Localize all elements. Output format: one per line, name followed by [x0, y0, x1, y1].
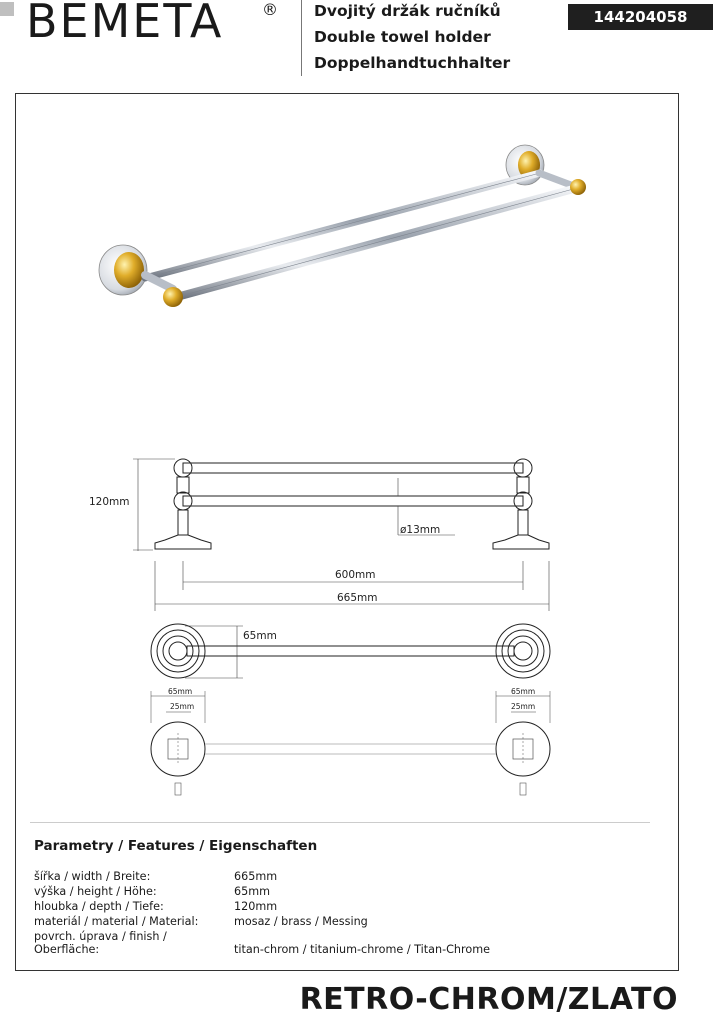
product-code-badge: 144204058 [568, 4, 713, 30]
feature-row-finish [34, 930, 490, 956]
product-drawings [15, 93, 679, 833]
feature-value: titan-chrom / titanium-chrome / Titan-Chrome [234, 943, 490, 956]
logo-text: BEMETA [26, 0, 224, 48]
feature-row-depth [34, 900, 277, 913]
front-view-drawing [155, 459, 549, 549]
dim-total-width-label: 665mm [337, 592, 378, 604]
brand-logo [0, 0, 290, 50]
feature-key: hloubka / depth / Tiefe: [34, 900, 164, 913]
dim-diameter-label: ø13mm [400, 524, 441, 536]
feature-row-height [34, 885, 270, 898]
feature-key: šířka / width / Breite: [34, 870, 151, 883]
feature-row-width [34, 870, 277, 883]
features-divider [30, 822, 650, 823]
feature-value: 665mm [234, 870, 278, 883]
feature-value: 120mm [234, 900, 278, 913]
top-view-drawing [151, 624, 550, 678]
depth-dimension [185, 626, 243, 678]
dim-screw-right-label: 25mm [511, 702, 536, 711]
title-en: Double towel holder [314, 28, 491, 46]
feature-key: povrch. úprava / finish / Oberfläche: [34, 930, 167, 956]
plate-dimensions [151, 691, 550, 723]
dim-screw-left-label: 25mm [170, 702, 195, 711]
features-title: Parametry / Features / Eigenschaften [34, 838, 318, 854]
feature-value: 65mm [234, 885, 271, 898]
feature-key: výška / height / Höhe: [34, 885, 157, 898]
registered-mark: ® [262, 0, 278, 19]
feature-row-material [34, 915, 368, 928]
feature-value: mosaz / brass / Messing [234, 915, 368, 928]
dim-inner-width-label: 600mm [335, 569, 376, 581]
feature-key: materiál / material / Material: [34, 915, 199, 928]
dim-depth-label: 65mm [243, 630, 277, 642]
dim-height-label: 120mm [89, 496, 130, 508]
header-divider [301, 0, 302, 76]
logo-square [0, 2, 14, 16]
product-line-title: RETRO-CHROM/ZLATO [299, 982, 678, 1017]
title-cs: Dvojitý držák ručníků [314, 2, 501, 20]
product-photo [99, 145, 586, 307]
height-dimension [133, 459, 175, 551]
title-de: Doppelhandtuchhalter [314, 54, 511, 72]
dim-base-left-label: 65mm [168, 687, 193, 696]
wall-plate-drawing [151, 722, 550, 795]
dim-base-right-label: 65mm [511, 687, 536, 696]
